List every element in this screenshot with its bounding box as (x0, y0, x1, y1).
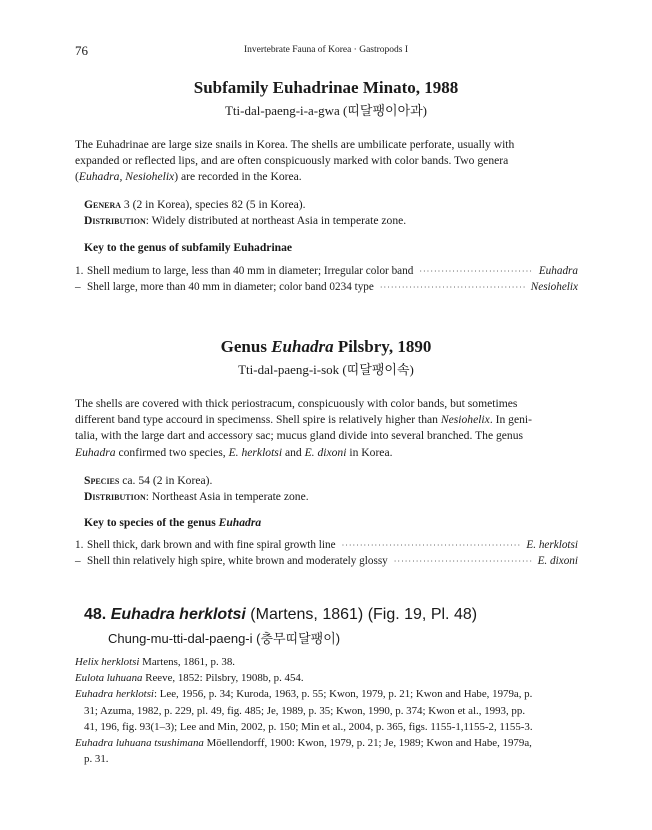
page-number: 76 (75, 43, 88, 58)
species-korean-name: Chung-mu-tti-dal-paeng-i (충무띠달팽이) (108, 631, 341, 646)
leader-dots (380, 283, 525, 292)
key-couplet: – Shell large, more than 40 mm in diameter; color band 0234 type ····· Nesiohelix (75, 281, 578, 293)
paragraph-line: The shells are covered with thick periostracum, conspicuously with color bands, but sometimes (75, 397, 518, 410)
synonym-line: Eulota luhuana Reeve, 1852: Pilsbry, 1908b, p. 454. (75, 672, 304, 685)
synonymy-list (75, 654, 580, 767)
key-couplet: – Shell thin relatively high spire, white brown and moderately glossy ····· E. dixoni (75, 555, 578, 567)
subfamily-description (75, 137, 578, 186)
synonym-line: Euhadra luhuana tsushimana Möellendorff, 1900: Kwon, 1979, p. 21; Je, 1989; Kwon and Habe, 1979a, (75, 737, 532, 750)
species-count: Species ca. 54 (2 in Korea). (84, 474, 213, 487)
species-heading: 48. Euhadra herklotsi (Martens, 1861) (Fig. 19, Pl. 48) (84, 606, 478, 623)
leader-dots (394, 557, 532, 566)
key-couplet: 1. Shell thick, dark brown and with fine spiral growth line ····· E. herklotsi (75, 539, 578, 551)
subfamily-title: Subfamily Euhadrinae Minato, 1988 (193, 78, 459, 97)
genus-title: Genus Euhadra Pilsbry, 1890 (220, 337, 432, 356)
paragraph-line: talia, with the large dart and accessory sac; mucus gland divide into several branched. The genus (75, 429, 524, 443)
paragraph-line: (Euhadra, Nesiohelix) are recorded in the Korea. (75, 170, 302, 184)
distribution-label: Distribution (84, 214, 146, 227)
synonym-line: Euhadra herklotsi: Lee, 1956, p. 34; Kuroda, 1963, p. 55; Kwon, 1979, p. 21; Kwon and Habe, 1979a, p. (75, 688, 533, 701)
key-couplet: 1. Shell medium to large, less than 40 mm in diameter; Irregular color band ····· Euhadra (75, 265, 578, 277)
running-head: Invertebrate Fauna of Korea · Gastropods I (243, 45, 409, 55)
distribution-label: Distribution (84, 490, 146, 503)
synonym-line: 41, 196, fig. 93(1–3); Lee and Min, 2002, p. 150; Min et al., 2004, p. 365, figs. 1155-1,1155-2, 1155-3. (84, 720, 533, 733)
genera-label: Genera (84, 198, 122, 211)
genus-korean-name: Tti-dal-paeng-i-sok (띠달팽이속) (238, 362, 414, 377)
paragraph-line: Euhadra confirmed two species, E. herklotsi and E. dixoni in Korea. (75, 445, 393, 459)
paragraph-line: different band type accourd in specimenss. Shell spire is relatively higher than Nesiohelix. In geni- (75, 413, 532, 427)
subfamily-korean-name: Tti-dal-paeng-i-a-gwa (띠달팽이아과) (224, 103, 428, 118)
synonym-line: Helix herklotsi Martens, 1861, p. 38. (75, 656, 236, 668)
leader-dots (419, 267, 533, 276)
species-key-title: Key to species of the genus Euhadra (84, 516, 262, 529)
genus-key-title: Key to the genus of subfamily Euhadrinae (84, 241, 293, 254)
paragraph-line: expanded or reflected lips, and are often conspicuously marked with color bands. Two genera (75, 154, 509, 168)
paragraph-line: The Euhadrinae are large size snails in Korea. The shells are umbilicate perforate, usually with (75, 138, 515, 151)
leader-dots (342, 541, 521, 550)
synonym-line: p. 31. (84, 753, 109, 766)
subfamily-distribution: Distribution: Widely distributed at northeast Asia in temperate zone. (84, 214, 407, 227)
genus-description (75, 396, 578, 461)
species-label: Species (84, 474, 120, 487)
genus-distribution: Distribution: Northeast Asia in temperate zone. (84, 490, 309, 503)
genera-count: Genera 3 (2 in Korea), species 82 (5 in Korea). (84, 198, 306, 211)
synonym-line: 31; Azuma, 1982, p. 229, pl. 49, fig. 485; Je, 1989, p. 35; Kwon, 1990, p. 374; Kwon et al., 1993, pp. (84, 704, 526, 717)
